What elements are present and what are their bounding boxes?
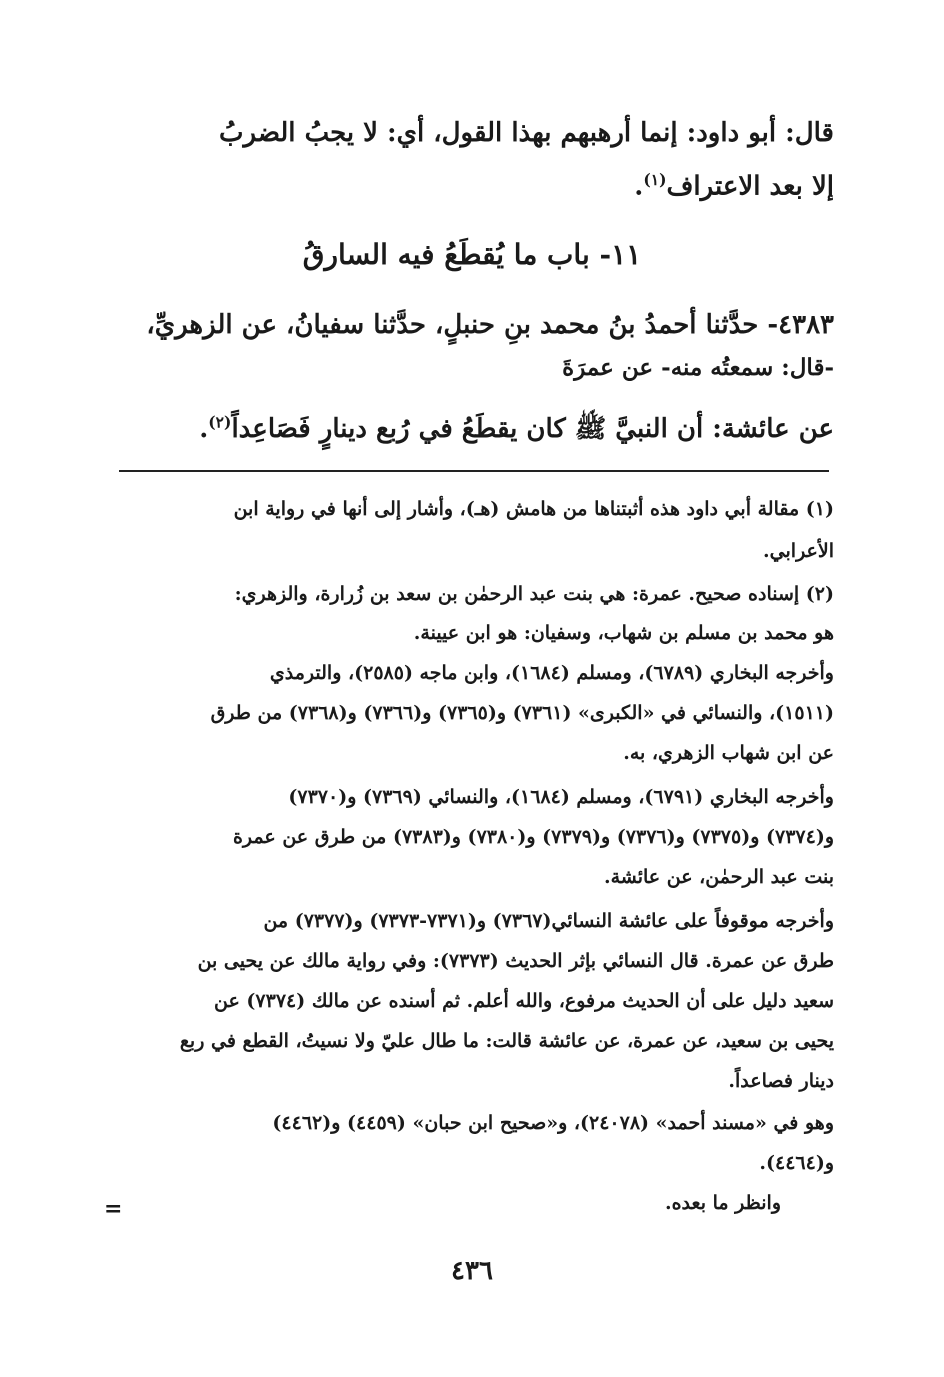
footnote-line: (٢) إسناده صحيح. عمرة: هي بنت عبد الرحمٰن بن سعد بن زُرارة، والزهري: xyxy=(234,583,834,605)
footnote-line: هو محمد بن مسلم بن شهاب، وسفيان: هو ابن عيينة. xyxy=(413,622,834,644)
footnote-divider xyxy=(119,470,829,472)
footnote-line: وأخرجه البخاري (٦٧٩١)، ومسلم (١٦٨٤)، والنسائي (٧٣٦٩) و(٧٣٧٠) xyxy=(288,786,834,808)
footnote-ref: (٢) xyxy=(208,412,232,432)
footnote-line: وأخرجه موقوفاً على عائشة النسائي(٧٣٦٧) و(٧٣٧١-٧٣٧٣) و(٧٣٧٧) من xyxy=(263,910,834,932)
footnote-line: سعيد دليل على أن الحديث مرفوع، والله أعلم. ثم أسنده عن مالك (٧٣٧٤) عن xyxy=(214,990,834,1012)
main-text-line: إلا بعد الاعتراف$^{(١)}$. xyxy=(634,170,834,202)
footnote-line: (١) مقالة أبي داود هذه أثبتناها من هامش (هـ)، وأشار إلى أنها في رواية ابن xyxy=(233,498,834,520)
footnote-line: دينار فصاعداً. xyxy=(728,1070,834,1092)
footnote-line: يحيى بن سعيد، عن عمرة، عن عائشة قالت: ما طال عليّ ولا نسيتُ، القطع في ربع xyxy=(179,1030,834,1052)
footnote-line: عن ابن شهاب الزهري، به. xyxy=(623,742,834,764)
footnote-line: الأعرابي. xyxy=(763,540,834,562)
footnote-line: و(٤٤٦٤). xyxy=(759,1152,834,1174)
footnote-line: طرق عن عمرة. قال النسائي بإثر الحديث (٧٣٧٣): وفي رواية مالك عن يحيى بن xyxy=(197,950,834,972)
footnote-ref: (١) xyxy=(643,170,667,189)
hadith-text-line: عن عائشة: أن النبيَّ ﷺ كان يقطَعُ في رُبع دينارٍ فَصَاعِداً$^{(٢)}$. xyxy=(199,412,834,444)
footnote-line: وهو في «مسند أحمد» (٢٤٠٧٨)، و«صحيح ابن حبان» (٤٤٥٩) و(٤٤٦٢) xyxy=(272,1112,834,1134)
footnote-line: و(٧٣٧٤) و(٧٣٧٥) و(٧٣٧٦) و(٧٣٧٩) و(٧٣٨٠) و(٧٣٨٣) من طرق عن عمرة xyxy=(232,826,834,848)
footnote-line: بنت عبد الرحمٰن، عن عائشة. xyxy=(603,866,834,888)
hadith-text-line: ٤٣٨٣- حدَّثنا أحمدُ بنُ محمد بنِ حنبلٍ، حدَّثنا سفيانُ، عن الزهريِّ، xyxy=(146,310,834,340)
footnote-line: وانظر ما بعده. xyxy=(664,1192,781,1214)
footnote-line: (١٥١١)، والنسائي في «الكبرى» (٧٣٦١) و(٧٣٦٥) و(٧٣٦٦) و(٧٣٦٨) من طرق xyxy=(210,702,834,724)
hadith-text-line: -قال: سمعتُه منه- عن عمرَةَ xyxy=(562,354,834,381)
continuation-mark: = xyxy=(104,1196,123,1222)
footnote-line: وأخرجه البخاري (٦٧٨٩)، ومسلم (١٦٨٤)، وابن ماجه (٢٥٨٥)، والترمذي xyxy=(269,662,834,684)
page-number: ٤٣٦ xyxy=(451,1256,493,1286)
chapter-heading: ١١- باب ما يُقطَعُ فيه السارقُ xyxy=(302,238,642,271)
main-text-line: قال: أبو داود: إنما أرهبهم بهذا القول، أي: لا يجبُ الضربُ xyxy=(219,118,834,148)
